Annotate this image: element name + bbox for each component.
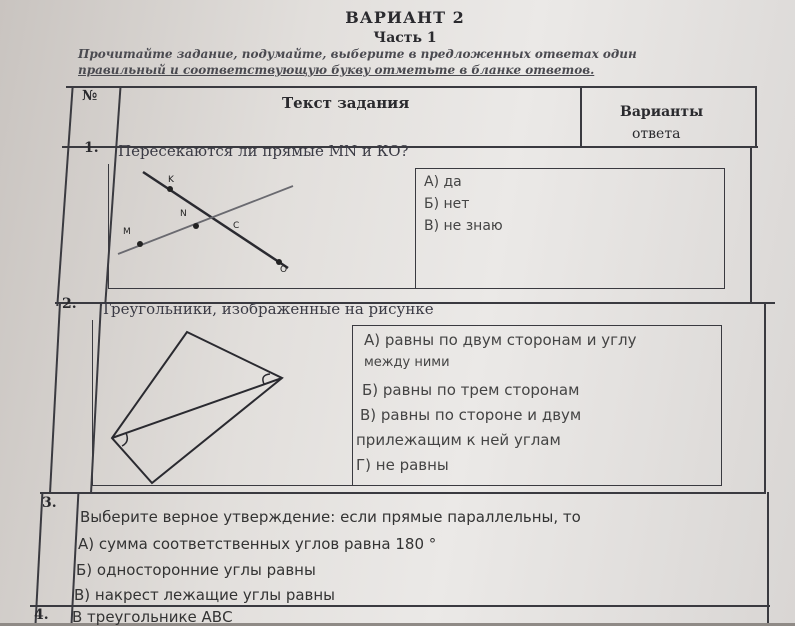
label-o: O bbox=[280, 265, 288, 275]
q2-answer-a-cont: между ними bbox=[364, 355, 450, 370]
table-left-border bbox=[56, 86, 73, 306]
variant-title: ВАРИАНТ 2 bbox=[345, 8, 465, 27]
q1-answer-a: А) да bbox=[424, 174, 462, 190]
header-answers-1: Варианты bbox=[620, 104, 704, 120]
q1-answer-c: В) не знаю bbox=[424, 218, 503, 234]
table-top-border bbox=[66, 86, 756, 88]
row2-left-border bbox=[49, 302, 61, 494]
label-n: N bbox=[180, 209, 187, 219]
q1-answer-b: Б) нет bbox=[424, 196, 470, 212]
q3-answer-a: А) сумма соответственных углов равна 180 ° bbox=[78, 535, 437, 553]
q1-figure-box-bottom bbox=[108, 288, 725, 289]
line-mn bbox=[118, 186, 293, 254]
part-title: Часть 1 bbox=[373, 30, 437, 46]
label-m: M bbox=[123, 227, 131, 237]
q2-answer-c: В) равны по стороне и двум bbox=[360, 406, 582, 424]
q2-text: Треугольники, изображенные на рисунке bbox=[101, 300, 434, 318]
table-right-border bbox=[755, 86, 757, 148]
q1-answer-box-top bbox=[415, 168, 725, 169]
q1-lines-figure bbox=[108, 164, 408, 288]
line-ko bbox=[143, 172, 288, 268]
row3-left-border bbox=[35, 492, 44, 623]
q2-answer-a: А) равны по двум сторонам и углу bbox=[364, 331, 637, 349]
instructions-line-1: Прочитайте задание, подумайте, выберите в предложенных ответах один bbox=[78, 47, 637, 61]
q3-answer-b: Б) односторонние углы равны bbox=[76, 561, 316, 579]
row3-bottom-border bbox=[30, 605, 770, 607]
header-answers-2: ответа bbox=[632, 126, 681, 142]
q1-text: Пересекаются ли прямые MN и КО? bbox=[118, 142, 409, 160]
q3-number: 3. bbox=[42, 495, 57, 511]
q4-number: 4. bbox=[34, 607, 49, 623]
q1-answer-box-right bbox=[724, 168, 725, 288]
label-k: K bbox=[168, 175, 174, 185]
q2-answer-b: Б) равны по трем сторонам bbox=[362, 381, 580, 399]
q2-triangles-figure bbox=[92, 320, 352, 485]
row2-bottom-border bbox=[40, 492, 765, 494]
q2-figure-box-bottom bbox=[92, 485, 722, 486]
header-task-text: Текст задания bbox=[282, 94, 410, 112]
q2-number: 2. bbox=[62, 296, 77, 312]
row3-right-border bbox=[767, 492, 769, 623]
q1-number: 1. bbox=[84, 140, 99, 156]
answers-col-border bbox=[580, 86, 582, 148]
point-m bbox=[137, 241, 143, 247]
point-k bbox=[167, 186, 173, 192]
q2-answer-box-top bbox=[352, 325, 722, 326]
q1-answer-box-left bbox=[415, 168, 416, 288]
point-n bbox=[193, 223, 199, 229]
q3-text: Выберите верное утверждение: если прямые параллельны, то bbox=[80, 508, 581, 526]
q2-answer-box-left bbox=[352, 325, 353, 485]
q2-answer-d: Г) не равны bbox=[356, 456, 449, 474]
q4-text: В треугольнике АВС bbox=[72, 608, 233, 626]
instructions bbox=[78, 46, 728, 78]
row2-right-border bbox=[764, 302, 766, 494]
label-c: C bbox=[233, 221, 240, 231]
q2-answer-box-right bbox=[721, 325, 722, 485]
row1-right-border bbox=[750, 148, 752, 304]
header-num: № bbox=[82, 88, 98, 104]
q2-answer-c-cont: прилежащим к ней углам bbox=[356, 431, 561, 449]
instructions-line-2: правильный и соответствующую букву отметьте в бланке ответов. bbox=[78, 63, 595, 77]
q3-answer-c: В) накрест лежащие углы равны bbox=[74, 586, 336, 604]
diagonal bbox=[112, 378, 282, 438]
